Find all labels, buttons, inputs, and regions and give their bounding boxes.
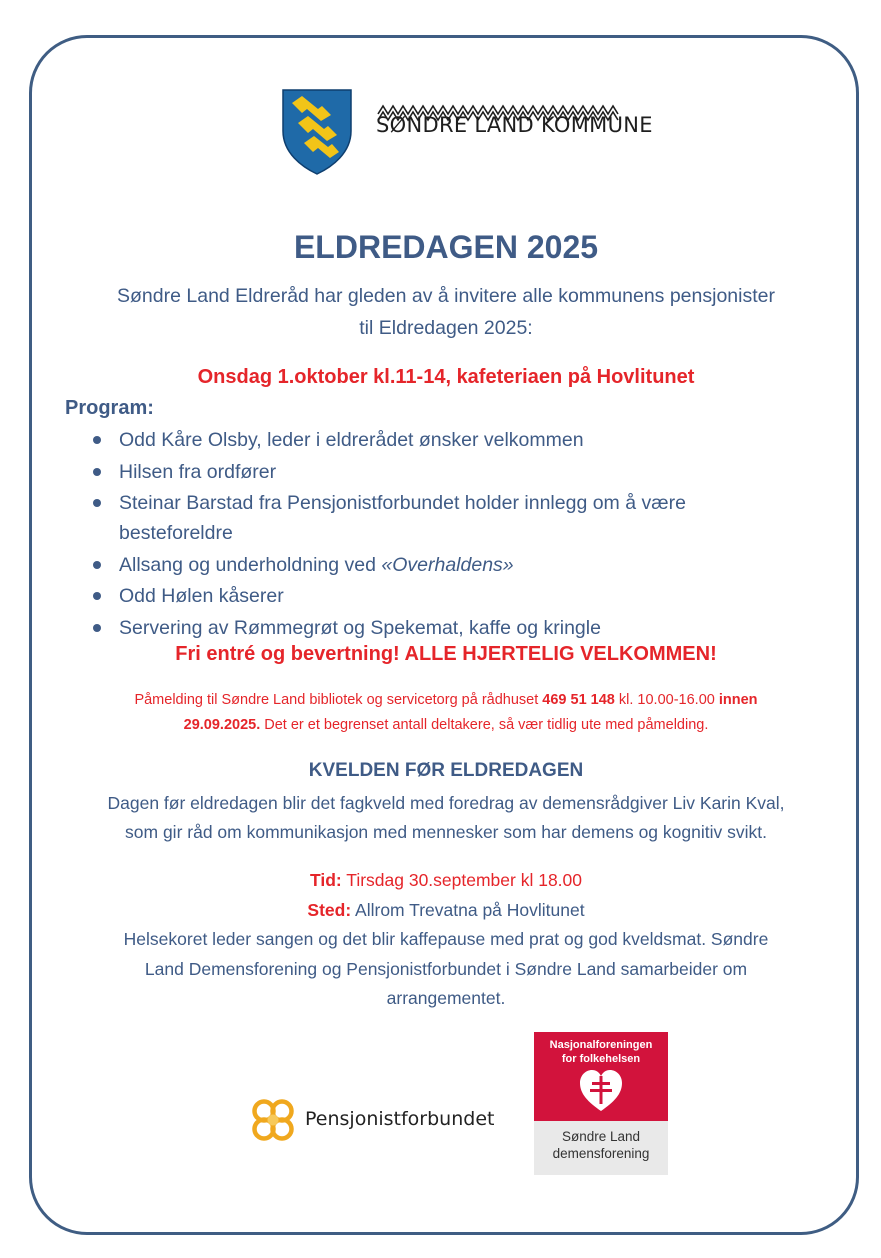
evening-place xyxy=(40,896,852,925)
registration-text: Påmelding til Søndre Land bibliotek og servicetorg på rådhuset xyxy=(134,692,543,708)
evening-line-2: som gir råd om kommunikasjon med mennesker som har demens og kognitiv svikt. xyxy=(125,822,767,842)
time-value: Tirsdag 30.september kl 18.00 xyxy=(341,870,583,890)
registration-deadline: 29.09.2025. xyxy=(183,717,261,733)
registration-line-2 xyxy=(40,713,852,738)
program-item: Hilsen fra ordfører xyxy=(90,457,810,487)
registration-line-1 xyxy=(40,688,852,713)
program-item: Odd Hølen kåserer xyxy=(90,581,810,611)
welcome-line: Fri entré og bevertning! ALLE HJERTELIG VELKOMMEN! xyxy=(175,643,717,665)
program-item-text: besteforeldre xyxy=(119,522,233,544)
pensjonistforbundet-name: Pensjonistforbundet xyxy=(305,1108,495,1130)
registration-text: kl. 10.00-16.00 xyxy=(614,692,719,708)
program-item-text: Allsang og underholdning ved xyxy=(119,553,382,576)
nf-local-line-1: Søndre Land xyxy=(561,1129,641,1144)
evening-title: KVELDEN FØR ELDREDAGEN xyxy=(308,760,584,781)
closing-line-2: Land Demensforening og Pensjonistforbundet i Søndre Land samarbeider om xyxy=(144,959,748,979)
time-label: Tid: xyxy=(309,870,342,890)
intro-line-2: til Eldredagen 2025: xyxy=(359,317,533,339)
closing-line-3: arrangementet. xyxy=(386,988,506,1008)
heart-cross-icon xyxy=(578,1068,624,1114)
program-list xyxy=(90,425,810,644)
program-item: Servering av Rømmegrøt og Spekemat, kaffe og kringle xyxy=(90,613,810,643)
program-item: Odd Kåre Olsby, leder i eldrerådet ønsker velkommen xyxy=(90,425,810,455)
nf-local-line-2: demensforening xyxy=(552,1146,650,1161)
program-item xyxy=(90,488,810,548)
event-date-location: Onsdag 1.oktober kl.11-14, kafeteriaen på Hovlitunet xyxy=(197,366,695,388)
closing-line-1: Helsekoret leder sangen og det blir kaffepause med prat og god kveldsmat. Søndre xyxy=(123,929,769,949)
performer-name: «Overhaldens» xyxy=(381,553,514,576)
nf-title xyxy=(534,1038,668,1066)
evening-time xyxy=(40,866,852,895)
kommune-shield-icon xyxy=(282,89,352,175)
program-item-text: Steinar Barstad fra Pensjonistforbundet holder innlegg om å være xyxy=(119,492,686,514)
registration-text: Det er et begrenset antall deltakere, så vær tidlig ute med påmelding. xyxy=(260,717,709,733)
nf-local-name xyxy=(534,1128,668,1162)
place-value: Allrom Trevatna på Hovlitunet xyxy=(351,900,585,920)
page-title: ELDREDAGEN 2025 xyxy=(293,229,599,265)
nf-title-line-2: for folkehelsen xyxy=(561,1053,641,1065)
evening-line-1: Dagen før eldredagen blir det fagkveld med foredrag av demensrådgiver Liv Karin Kval, xyxy=(107,793,785,813)
pensjonistforbundet-logo-icon xyxy=(248,1095,298,1145)
registration-innen: innen xyxy=(718,692,758,708)
nasjonalforeningen-logo xyxy=(534,1032,668,1175)
program-item xyxy=(90,550,810,580)
kommune-name: SØNDRE LAND KOMMUNE xyxy=(376,113,653,137)
registration-phone: 469 51 148 xyxy=(542,692,615,708)
nf-title-line-1: Nasjonalforeningen xyxy=(549,1039,653,1051)
intro-line-1: Søndre Land Eldreråd har gleden av å invitere alle kommunens pensjonister xyxy=(117,285,775,307)
place-label: Sted: xyxy=(307,900,352,920)
program-label: Program: xyxy=(65,397,154,419)
